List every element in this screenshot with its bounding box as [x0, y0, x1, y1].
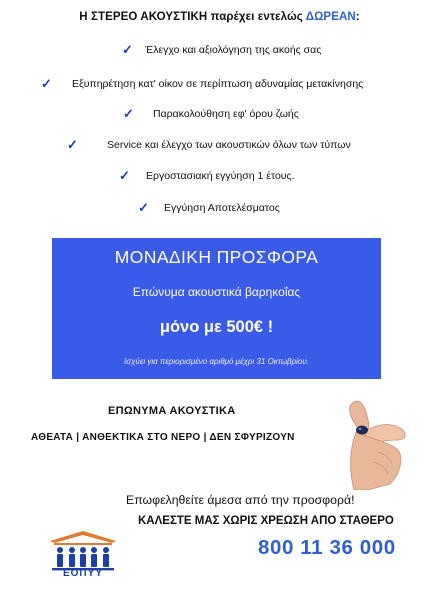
- phone-number[interactable]: 800 11 36 000: [258, 536, 396, 559]
- benefit-item: [0, 44, 439, 60]
- benefit-item: [0, 108, 439, 124]
- benefit-item: [0, 170, 439, 186]
- benefit-text: Εργοστασιακή εγγύηση 1 έτους.: [146, 170, 295, 182]
- cta-line-1: Επωφεληθείτε άμεσα από την προσφορά!: [126, 493, 355, 507]
- checkmark-icon: ✓: [41, 76, 52, 91]
- headline: [0, 11, 439, 23]
- benefit-item: [0, 139, 439, 155]
- hand-hearing-aid-image: [328, 398, 424, 490]
- checkmark-icon: ✓: [67, 137, 78, 152]
- headline-free-word: ΔΩΡΕΑΝ: [305, 11, 356, 23]
- brands-title: ΕΠΩΝΥΜΑ ΑΚΟΥΣΤΙΚΑ: [108, 405, 236, 417]
- headline-text: Η ΣΤΕΡΕΟ ΑΚΟΥΣΤΙΚΗ παρέχει εντελώς: [79, 11, 306, 23]
- cta-line-2: ΚΑΛΕΣΤΕ ΜΑΣ ΧΩΡΙΣ ΧΡΕΩΣΗ ΑΠΟ ΣΤΑΘΕΡΟ: [138, 515, 394, 527]
- offer-box: [52, 238, 381, 379]
- offer-subtitle: Επώνυμα ακουστικά βαρηκοΐας: [132, 285, 301, 299]
- logo-label: ΕΟΠΥΥ: [62, 568, 103, 579]
- headline-colon: :: [355, 11, 360, 23]
- benefit-item: [0, 202, 439, 218]
- brands-features: ΑΘΕΑΤΑ | ΑΝΘΕΚΤΙΚΑ ΣΤΟ ΝΕΡΟ | ΔΕΝ ΣΦΥΡΙΖΟΥΝ: [31, 432, 295, 443]
- offer-title: ΜΟΝΑΔΙΚΗ ΠΡΟΣΦΟΡΑ: [114, 247, 319, 267]
- benefit-text: Παρακολούθηση εφ' όρου ζωής: [153, 108, 299, 120]
- checkmark-icon: ✓: [138, 200, 149, 215]
- benefit-text: Εγγύηση Αποτελέσματος: [164, 202, 280, 214]
- checkmark-icon: ✓: [119, 168, 130, 183]
- benefit-text: Service και έλεγχο των ακουστικών όλων των τύπων: [107, 139, 351, 151]
- benefit-item: [0, 78, 439, 94]
- benefit-text: Εξυπηρέτηση κατ' οίκον σε περίπτωση αδυναμίας μετακίνησης: [72, 78, 364, 90]
- checkmark-icon: ✓: [122, 42, 133, 57]
- benefit-text: Έλεγχο και αξιολόγηση της ακοής σας: [145, 44, 322, 56]
- offer-price: μόνο με 500€ !: [159, 318, 274, 336]
- checkmark-icon: ✓: [123, 106, 134, 121]
- offer-note: Ισχύει για περιορισμένο αριθμό μέχρι 31 Οκτωβρίου.: [124, 357, 309, 366]
